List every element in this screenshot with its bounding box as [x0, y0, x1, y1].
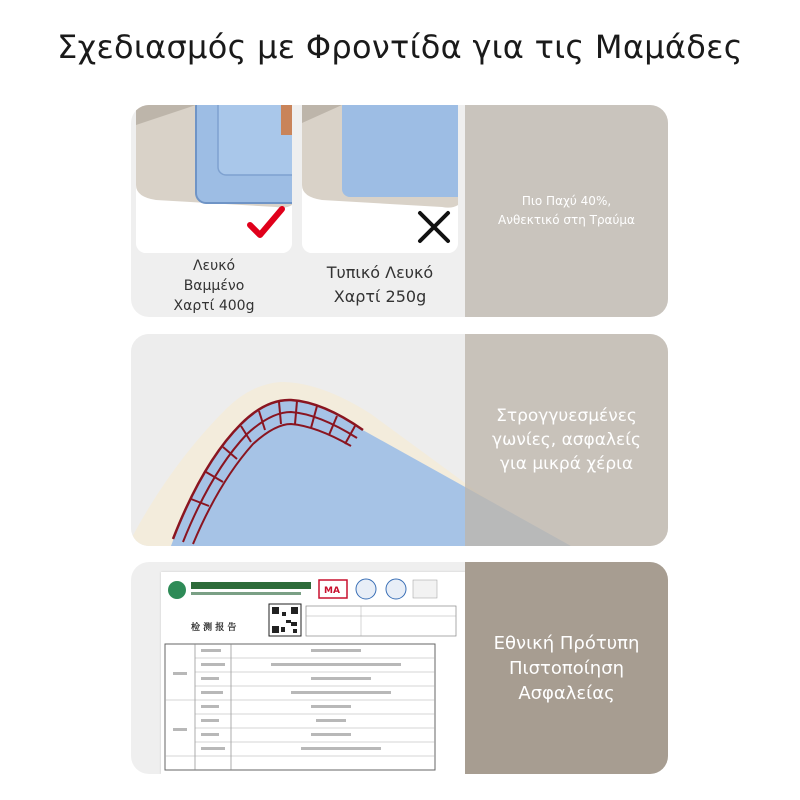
- corners-side-panel: [465, 334, 668, 546]
- rounded-corners-card: [131, 334, 668, 546]
- thickness-side-text: Πιο Παχύ 40%, Ανθεκτικό στη Τραύμα: [498, 194, 635, 227]
- report-title: 检 测 报 告: [191, 623, 237, 633]
- test-report-document: [161, 572, 467, 774]
- paper-400g-thumbnail: [136, 105, 292, 253]
- cross-icon: [416, 209, 452, 245]
- page-title: Σχεδιασμός με Φροντίδα για τις Μαμάδες: [57, 28, 743, 66]
- paper-250g-thumbnail: [302, 105, 458, 253]
- paper-250g-label: Τυπικό Λευκό Χαρτί 250g: [326, 263, 434, 306]
- paper-400g-label: Λευκό Βαμμένο Χαρτί 400g: [173, 258, 255, 314]
- thickness-card: [131, 105, 668, 317]
- certification-card: [131, 562, 668, 774]
- thickness-side-panel: [465, 105, 668, 317]
- certification-side-text: Εθνική Πρότυπη Πιστοποίηση Ασφαλείας: [493, 632, 640, 704]
- corners-side-text: Στρογγυεσμένες γωνίες, ασφαλείς για μικρά χέρια: [492, 406, 641, 474]
- certification-side-panel: [465, 562, 668, 774]
- lab-logo-icon: [168, 581, 186, 599]
- check-icon: [246, 203, 286, 243]
- svg-text:MA: MA: [324, 586, 340, 596]
